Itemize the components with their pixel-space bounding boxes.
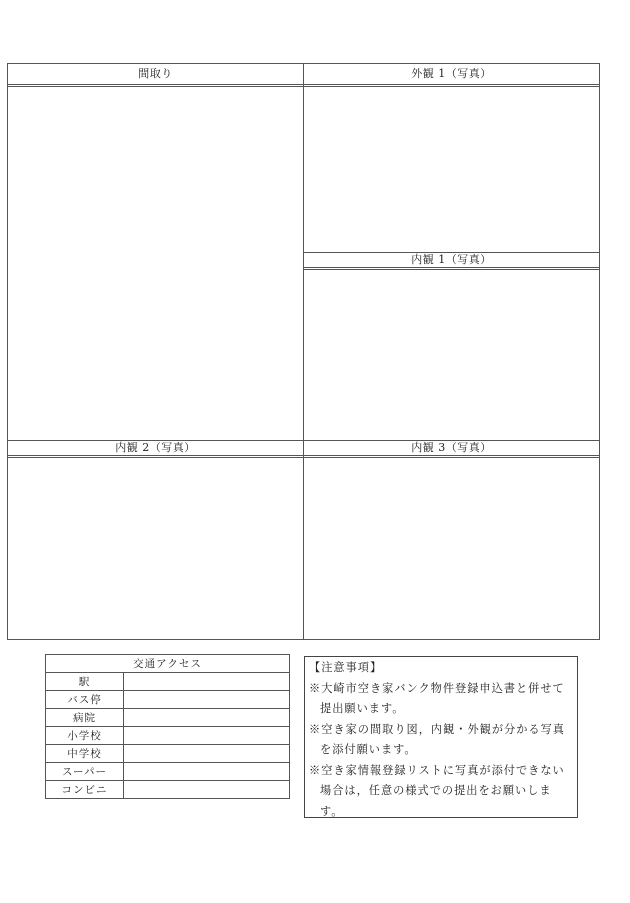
access-value-convenience-store[interactable] bbox=[124, 781, 290, 799]
note-item: ※空き家情報登録リストに写真が添付できない場合は，任意の様式での提出をお願いします。 bbox=[309, 763, 565, 818]
access-table-title: 交通アクセス bbox=[46, 655, 290, 673]
access-value-hospital[interactable] bbox=[124, 709, 290, 727]
interior1-header: 内観 1（写真） bbox=[411, 253, 492, 266]
notes-title: 【注意事項】 bbox=[309, 661, 383, 674]
table-row bbox=[46, 709, 290, 727]
access-name-hospital: 病院 bbox=[46, 709, 124, 727]
access-table bbox=[45, 654, 290, 799]
access-name-bus-stop: バス停 bbox=[46, 691, 124, 709]
notes-box bbox=[304, 656, 578, 818]
access-value-bus-stop[interactable] bbox=[124, 691, 290, 709]
floorplan-header: 間取り bbox=[138, 67, 173, 80]
access-value-junior-high-school[interactable] bbox=[124, 745, 290, 763]
access-name-station: 駅 bbox=[46, 673, 124, 691]
access-name-convenience-store: コンビニ bbox=[46, 781, 124, 799]
note-item: ※空き家の間取り図，内観・外観が分かる写真を添付願います。 bbox=[309, 722, 565, 756]
header-separator-top-2 bbox=[7, 86, 600, 87]
table-row bbox=[46, 781, 290, 799]
table-row bbox=[46, 673, 290, 691]
access-value-elementary-school[interactable] bbox=[124, 727, 290, 745]
note-item: ※大崎市空き家バンク物件登録申込書と併せて提出願います。 bbox=[309, 681, 565, 715]
access-name-elementary-school: 小学校 bbox=[46, 727, 124, 745]
frame-right bbox=[599, 63, 600, 640]
access-name-supermarket: スーパー bbox=[46, 763, 124, 781]
access-value-station[interactable] bbox=[124, 673, 290, 691]
interior2-header: 内観 2（写真） bbox=[115, 441, 196, 454]
frame-center-divider bbox=[303, 63, 304, 640]
table-row bbox=[46, 727, 290, 745]
table-row bbox=[46, 745, 290, 763]
exterior1-header: 外観 1（写真） bbox=[411, 67, 492, 80]
access-name-junior-high-school: 中学校 bbox=[46, 745, 124, 763]
interior3-header: 内観 3（写真） bbox=[411, 441, 492, 454]
frame-left bbox=[7, 63, 8, 640]
table-row bbox=[46, 691, 290, 709]
header-separator-top bbox=[7, 84, 600, 85]
access-value-supermarket[interactable] bbox=[124, 763, 290, 781]
table-row bbox=[46, 763, 290, 781]
